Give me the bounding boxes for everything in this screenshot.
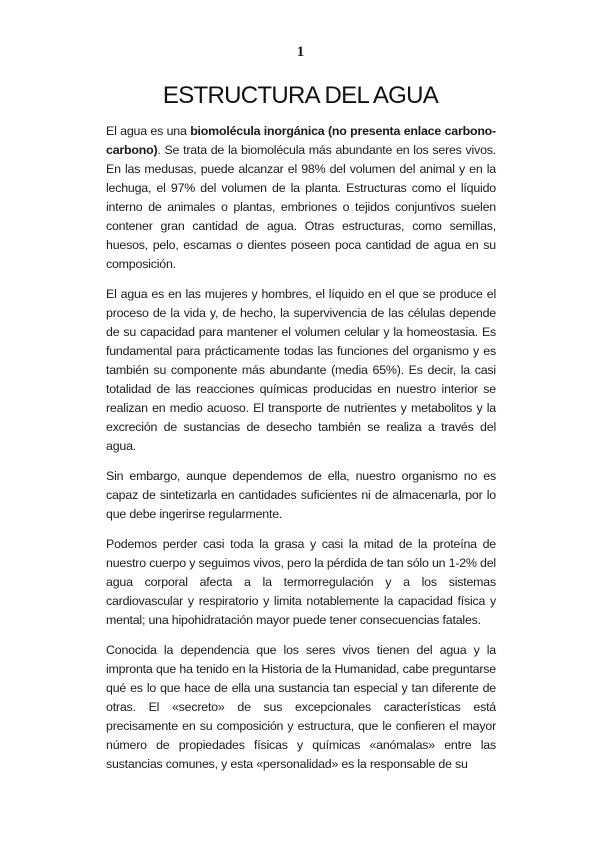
paragraph-1-intro: El agua es una — [106, 124, 191, 138]
paragraph-5: Conocida la dependencia que los seres vivos tienen del agua y la impronta que ha tenido en la Historia de la Humanidad, cabe preguntarse qué es lo que hace de ella una sustancia tan especial y tan diferente de otras. El «secreto» de sus excepcionales características está precisamente en su composición y estructura, que le confieren el mayor número de propiedades físicas y químicas «anómalas» entre las sustancias comunes, y esta «personalidad» es la responsable de su — [106, 643, 496, 771]
paragraph-1-rest: . Se trata de la biomolécula más abundante en los seres vivos. En las medusas, puede alcanzar el 98% del volumen del animal y en la lechuga, el 97% del volumen de la planta. Estructuras como el líquido interno de animales o plantas, embriones o tejidos conjuntivos suelen contener gran cantidad de agua. Otras estructuras, como semillas, huesos, pelo, escamas o dientes poseen poca cantidad de agua en su composición. — [106, 143, 496, 271]
paragraph-1 — [106, 122, 496, 274]
body-text — [106, 122, 496, 785]
page-number: 1 — [296, 44, 305, 60]
paragraph-4: Podemos perder casi toda la grasa y casi la mitad de la proteína de nuestro cuerpo y seguimos vivos, pero la pérdida de tan sólo un 1-2% del agua corporal afecta a la termorregulación y a los sistemas cardiovascular y respiratorio y limita notablemente la capacidad física y mental; una hipohidratación mayor puede tener consecuencias fatales. — [106, 537, 496, 627]
paragraph-2: El agua es en las mujeres y hombres, el líquido en el que se produce el proceso de la vida y, de hecho, la supervivencia de las células depende de su capacidad para mantener el volumen celular y la homeostasia. Es fundamental para prácticamente todas las funciones del organismo y es también su componente más abundante (media 65%). Es decir, la casi totalidad de las reacciones químicas producidas en nuestro interior se realizan en medio acuoso. El transporte de nutrientes y metabolitos y la excreción de sustancias de desecho también se realiza a través del agua. — [106, 287, 496, 453]
paragraph-1-bold-term: biomolécula inorgánica (no presenta enlace carbono-carbono) — [106, 124, 496, 157]
page-title: ESTRUCTURA DEL AGUA — [162, 82, 439, 109]
paragraph-3: Sin embargo, aunque dependemos de ella, nuestro organismo no es capaz de sintetizarla en cantidades suficientes ni de almacenarla, por lo que debe ingerirse regularmente. — [106, 469, 496, 521]
